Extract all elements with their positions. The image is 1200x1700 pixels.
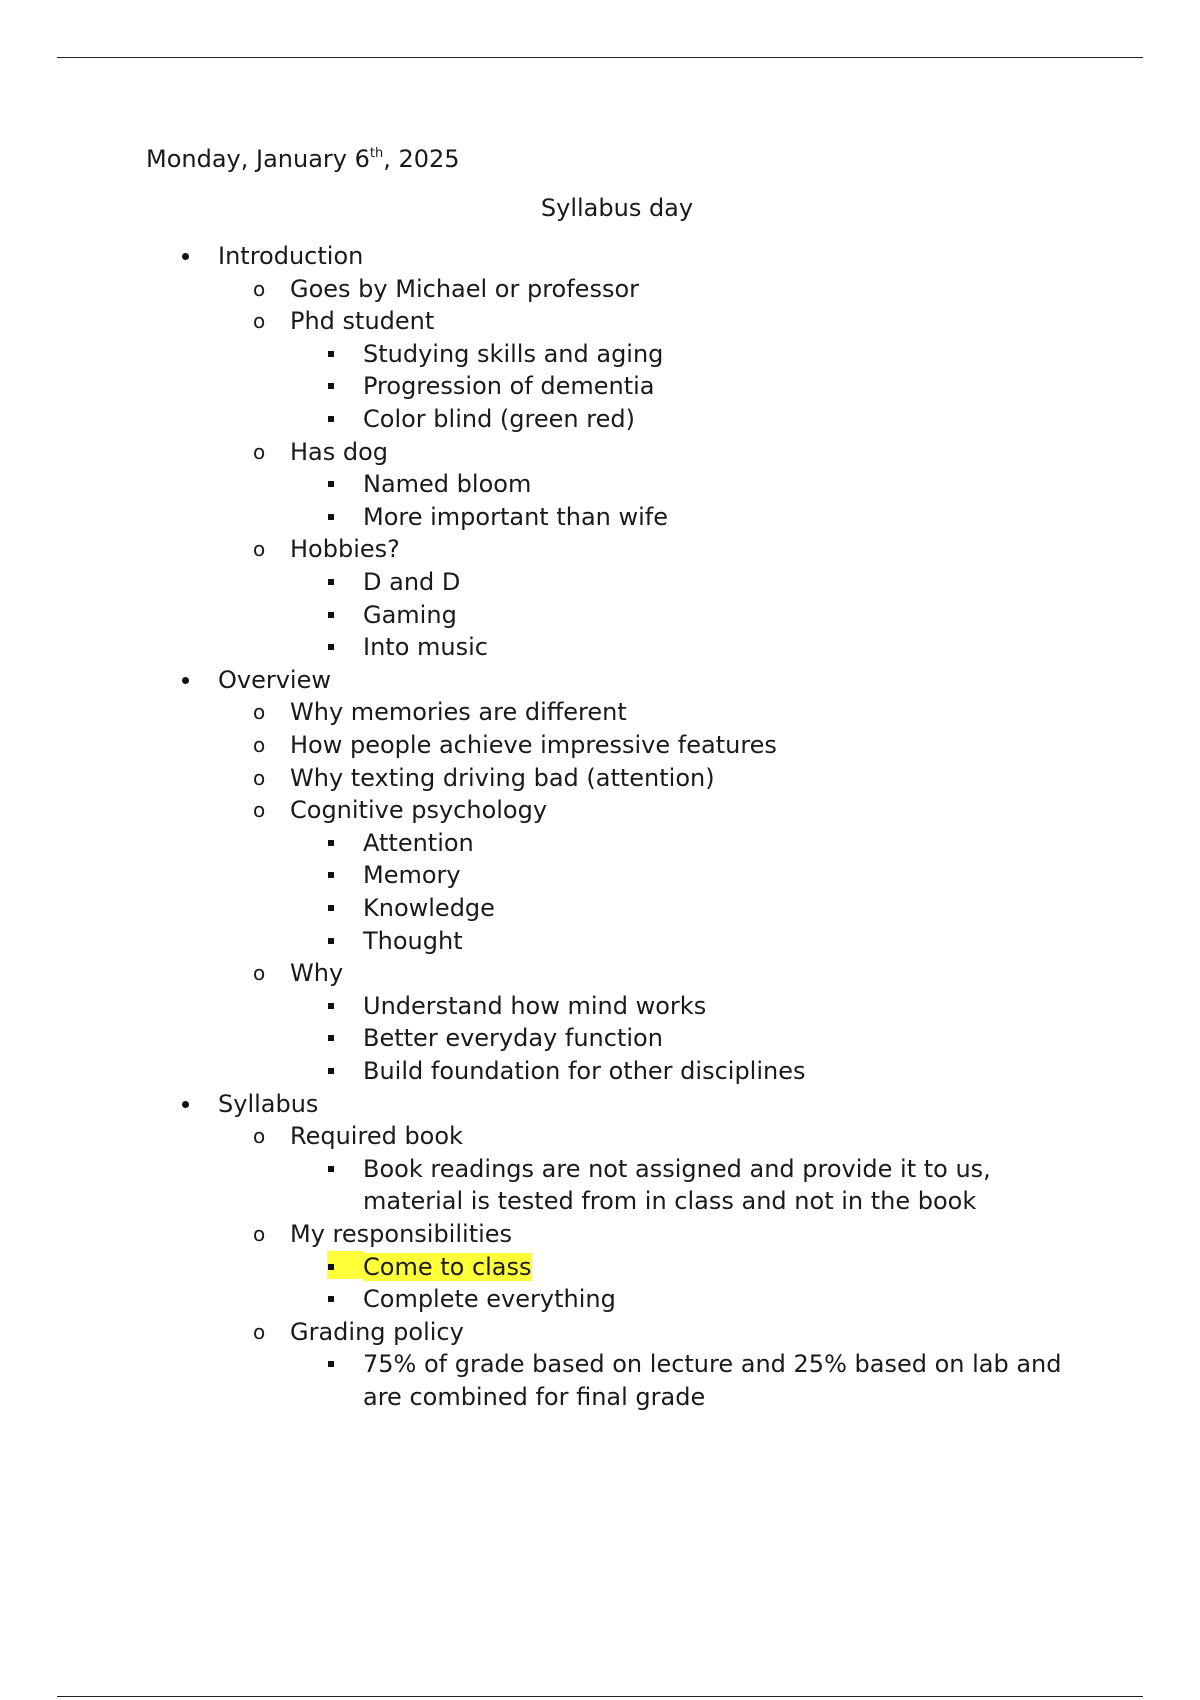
- bullet-square-icon: [328, 1068, 334, 1074]
- outline-item-continuation: are combined for final grade: [363, 1382, 706, 1411]
- bullet-dot-icon: [182, 253, 189, 260]
- bullet-square-icon: [328, 383, 334, 389]
- outline-item-text: Required book: [290, 1122, 463, 1151]
- bullet-circle-icon: o: [253, 1319, 266, 1344]
- outline-item-level-2: [253, 957, 344, 990]
- outline-item-level-3: [363, 403, 635, 436]
- outline-item-text: Goes by Michael or professor: [290, 274, 640, 303]
- bullet-circle-icon: o: [253, 1222, 266, 1246]
- outline-item-text: Studying skills and aging: [363, 339, 664, 368]
- outline-item-level-2: [253, 696, 627, 729]
- bullet-square-icon: [328, 1361, 334, 1367]
- outline-item-text: Book readings are not assigned and provide it to us,: [363, 1154, 991, 1183]
- outline-item-level-3: [363, 990, 706, 1023]
- page-title: Syllabus day: [540, 194, 694, 222]
- date-ordinal: th: [369, 146, 384, 161]
- outline-item-level-1: [218, 1088, 318, 1121]
- outline-item-level-3: [363, 1022, 663, 1055]
- bullet-square-icon: [328, 1166, 334, 1172]
- bullet-circle-icon: o: [253, 733, 266, 757]
- bullet-square-icon: [328, 481, 334, 487]
- outline-item-text: Complete everything: [363, 1285, 616, 1314]
- outline-item-text: Phd student: [290, 307, 435, 336]
- bullet-circle-icon: o: [253, 537, 266, 562]
- outline-item-text: Gaming: [363, 600, 457, 629]
- outline-item-text: 75% of grade based on lecture and 25% based on lab and: [363, 1350, 1062, 1379]
- outline-item-text: Why: [290, 959, 344, 988]
- outline-item-level-2: [253, 1218, 513, 1251]
- outline-item-text: D and D: [363, 568, 461, 596]
- outline-item-text: Into music: [363, 633, 488, 662]
- outline-item-text: Introduction: [218, 242, 364, 270]
- outline-item-level-2: [253, 436, 389, 469]
- bullet-square-icon: [328, 1003, 334, 1009]
- bullet-square-icon: [328, 514, 334, 520]
- outline-item-level-3: [363, 925, 463, 958]
- outline-item-text: Has dog: [290, 437, 389, 466]
- outline-item-level-3: [363, 599, 457, 632]
- outline-item-text: Knowledge: [363, 894, 495, 922]
- outline-item-text: Memory: [363, 861, 461, 890]
- date-text: Monday, January 6: [146, 145, 370, 173]
- outline-item-level-1: [218, 240, 363, 273]
- bullet-circle-icon: o: [253, 1124, 266, 1149]
- outline-item-text: Attention: [363, 828, 474, 857]
- outline-item-text: My responsibilities: [290, 1220, 513, 1248]
- outline-item-level-3: [363, 370, 655, 403]
- outline-item-level-3: [363, 892, 495, 925]
- outline-item-level-2: [253, 729, 777, 762]
- outline-item-continuation: material is tested from in class and not in the book: [363, 1187, 977, 1216]
- outline-item-text: Better everyday function: [363, 1024, 663, 1053]
- bullet-square-icon: [328, 644, 334, 650]
- outline-item-text: Build foundation for other disciplines: [363, 1057, 806, 1085]
- outline-item-level-2: [253, 273, 640, 306]
- bullet-circle-icon: o: [253, 798, 266, 823]
- bullet-dot-icon: [182, 1101, 189, 1108]
- outline-item-level-3: [363, 631, 488, 664]
- outline-item-level-3: [363, 566, 460, 599]
- bullet-square-icon: [328, 416, 334, 422]
- bullet-circle-icon: o: [253, 765, 266, 790]
- outline-item-text: Cognitive psychology: [290, 796, 548, 825]
- outline-item-text: Why memories are different: [290, 698, 627, 727]
- outline-item-text: Overview: [218, 665, 331, 694]
- outline-item-level-3: [363, 1251, 532, 1284]
- outline-item-level-3: [363, 1055, 806, 1088]
- bullet-square-icon: [328, 840, 334, 846]
- outline-item-level-3: [363, 1153, 991, 1218]
- outline-item-level-3: [363, 859, 461, 892]
- outline-item-text: Understand how mind works: [363, 991, 707, 1020]
- date-year: , 2025: [383, 145, 460, 173]
- outline-item-level-2: [253, 794, 548, 827]
- bullet-square-icon: [328, 872, 334, 878]
- outline-item-text: Hobbies?: [290, 535, 400, 564]
- outline-item-level-3: [363, 1348, 1062, 1413]
- outline-item-level-3: [363, 1283, 616, 1316]
- outline-item-text: Thought: [363, 926, 463, 955]
- outline-item-level-3: [363, 501, 668, 534]
- outline-item-level-2: [253, 305, 435, 338]
- outline-item-level-3: [363, 468, 531, 501]
- outline-item-level-3: [363, 827, 474, 860]
- outline-item-text: How people achieve impressive features: [290, 731, 777, 759]
- bullet-dot-icon: [182, 677, 189, 684]
- outline-item-level-2: [253, 1316, 464, 1349]
- bullet-square-icon: [328, 1264, 334, 1270]
- footer-rule: [57, 1696, 1143, 1697]
- outline-item-text: Why texting driving bad (attention): [290, 763, 715, 792]
- outline-item-text: Named bloom: [363, 470, 532, 499]
- bullet-square-icon: [328, 612, 334, 618]
- bullet-circle-icon: o: [253, 439, 266, 464]
- bullet-square-icon: [328, 579, 334, 585]
- bullet-square-icon: [328, 905, 334, 911]
- outline-item-text: Progression of dementia: [363, 372, 655, 401]
- outline-item-level-2: [253, 1120, 463, 1153]
- bullet-circle-icon: o: [253, 309, 266, 334]
- outline-item-text: Grading policy: [290, 1317, 464, 1346]
- header-rule: [57, 57, 1143, 58]
- outline-item-text: Color blind (green red): [363, 405, 635, 433]
- outline-item-text: Syllabus: [218, 1089, 319, 1118]
- bullet-circle-icon: o: [253, 961, 266, 986]
- outline-item-level-2: [253, 762, 715, 795]
- outline-item-text: Come to class: [363, 1252, 532, 1281]
- bullet-circle-icon: o: [253, 700, 266, 725]
- bullet-circle-icon: o: [253, 276, 266, 301]
- note-date: [146, 143, 460, 175]
- outline-item-level-2: [253, 533, 400, 566]
- bullet-square-icon: [328, 938, 334, 944]
- outline-item-level-1: [218, 664, 331, 697]
- bullet-square-icon: [328, 351, 334, 357]
- bullet-square-icon: [328, 1035, 334, 1041]
- bullet-square-icon: [328, 1296, 334, 1302]
- outline-item-level-3: [363, 338, 663, 371]
- outline-item-text: More important than wife: [363, 502, 669, 531]
